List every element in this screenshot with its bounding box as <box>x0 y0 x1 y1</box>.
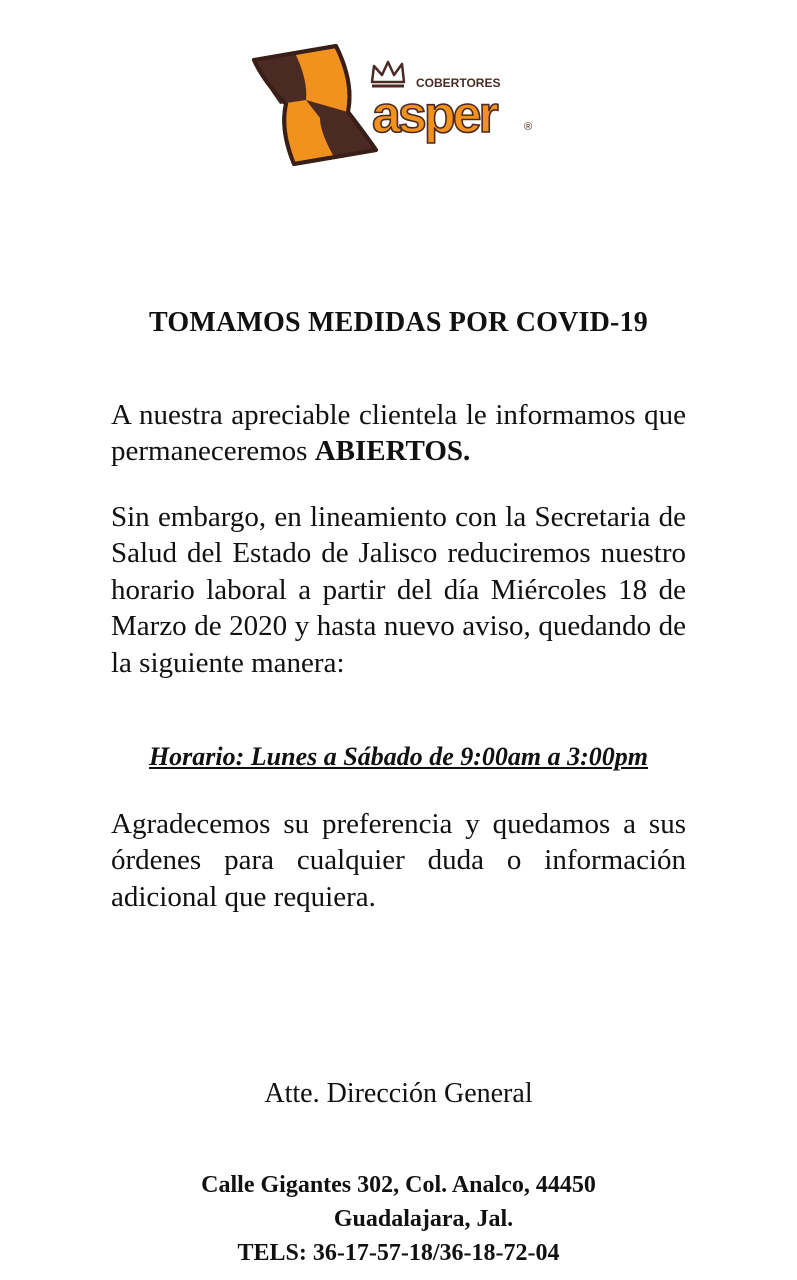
blanket-logo-icon <box>250 42 550 172</box>
schedule-change-paragraph: Sin embargo, en lineamiento con la Secretaria de Salud del Estado de Jalisco reduciremos nuestro horario laboral a partir del día Miércoles 18 de Marzo de 2020 y hasta nuevo aviso, quedando de la siguiente manera: <box>111 501 686 679</box>
company-logo <box>250 42 550 172</box>
logo-subtitle: COBERTORES <box>416 76 501 90</box>
address-city: Guadalajara, Jal. <box>333 1206 514 1232</box>
blanket-icon <box>254 46 376 164</box>
signature: Atte. Dirección General <box>264 1078 533 1109</box>
crown-icon <box>372 62 404 86</box>
business-hours: Horario: Lunes a Sábado de 9:00am a 3:00pm <box>148 742 649 771</box>
logo-brand-name: asper <box>372 86 496 144</box>
contact-address <box>0 1168 797 1270</box>
intro-paragraph <box>111 397 686 470</box>
intro-text: A nuestra apreciable clientela le informamos que permaneceremos <box>111 399 686 468</box>
registered-mark: ® <box>524 121 533 133</box>
open-status: ABIERTOS. <box>314 435 471 468</box>
phone-numbers: TELS: 36-17-57-18/36-18-72-04 <box>237 1240 560 1266</box>
address-street: Calle Gigantes 302, Col. Analco, 44450 <box>201 1172 596 1198</box>
notice-title: TOMAMOS MEDIDAS POR COVID-19 <box>149 307 648 338</box>
thanks-paragraph: Agradecemos su preferencia y quedamos a sus órdenes para cualquier duda o información adicional que requiera. <box>111 808 686 913</box>
